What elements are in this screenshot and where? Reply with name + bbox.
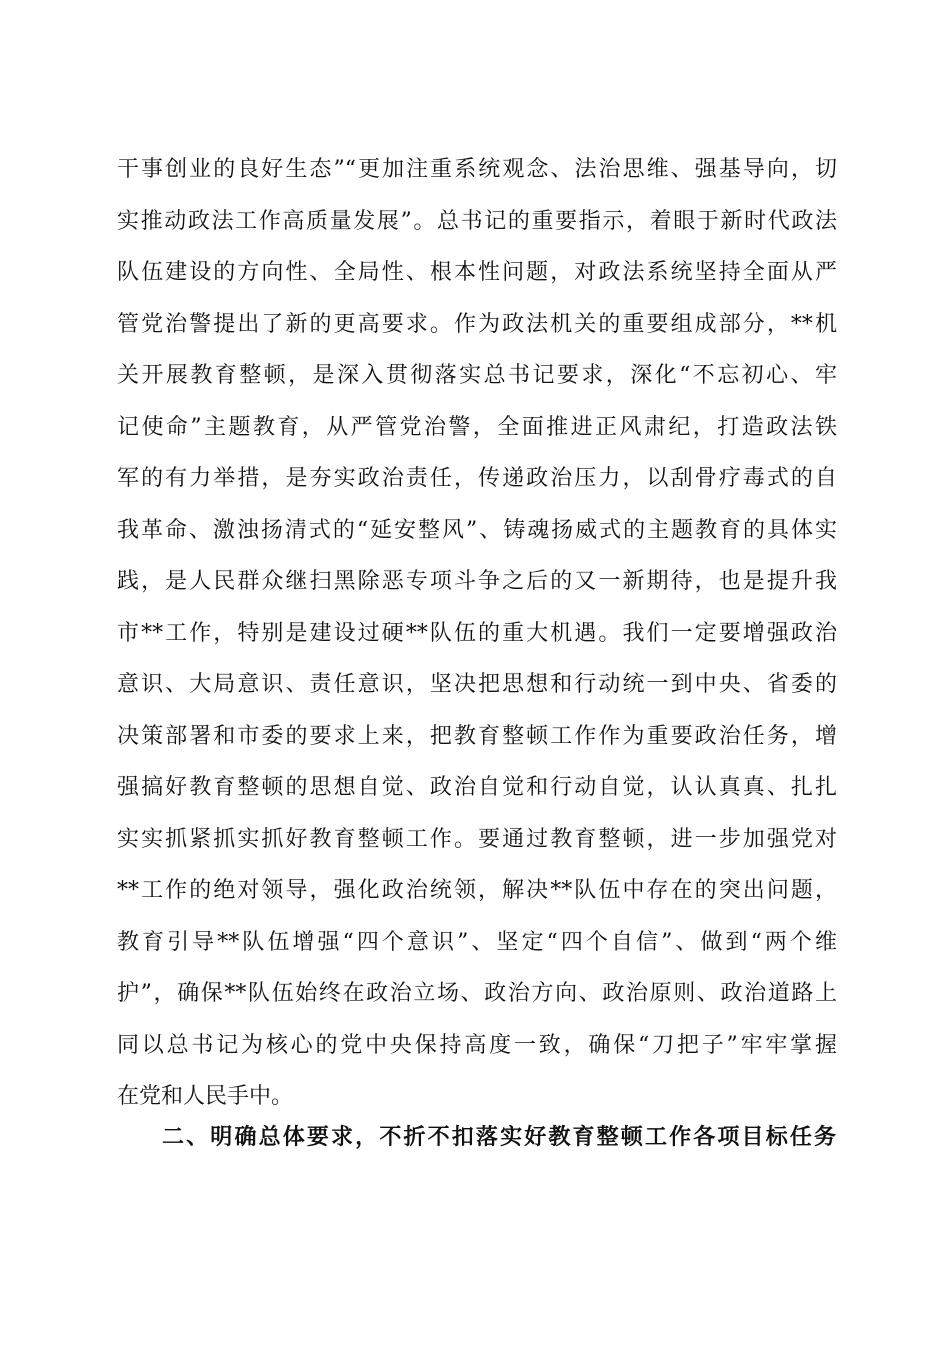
body-line: 管党治警提出了新的更高要求。作为政法机关的重要组成部分，**机: [117, 311, 837, 337]
body-line: 市**工作，特别是建设过硬**队伍的重大机遇。我们一定要增强政治: [117, 620, 837, 646]
body-line: 强搞好教育整顿的思想自觉、政治自觉和行动自觉，认认真真、扎扎: [117, 775, 837, 800]
body-line: 教育引导**队伍增强“四个意识”、坚定“四个自信”、做到“两个维: [117, 929, 837, 955]
body-paragraph: [117, 150, 837, 1129]
body-line: 记使命”主题教育，从严管党治警，全面推进正风肃纪，打造政法铁: [117, 414, 837, 440]
body-line: 实实抓紧抓实抓好教育整顿工作。要通过教育整顿，进一步加强党对: [117, 826, 837, 852]
body-line: 同以总书记为核心的党中央保持高度一致，确保“刀把子”牢牢掌握: [117, 1032, 837, 1058]
body-line: 决策部署和市委的要求上来，把教育整顿工作作为重要政治任务，增: [117, 723, 837, 749]
body-line: 关开展教育整顿，是深入贯彻落实总书记要求，深化“不忘初心、牢: [117, 363, 837, 388]
body-line: 意识、大局意识、责任意识，坚决把思想和行动统一到中央、省委的: [117, 672, 837, 697]
section-heading: 二、明确总体要求，不折不扣落实好教育整顿工作各项目标任务: [162, 1125, 836, 1150]
body-line: 实推动政法工作高质量发展”。总书记的重要指示，着眼于新时代政法: [117, 208, 837, 234]
body-line: 护”，确保**队伍始终在政治立场、政治方向、政治原则、政治道路上: [117, 981, 837, 1006]
body-line: 军的有力举措，是夯实政治责任，传递政治压力，以刮骨疗毒式的自: [117, 466, 837, 491]
body-line: 队伍建设的方向性、全局性、根本性问题，对政法系统坚持全面从严: [117, 260, 837, 285]
body-line: 干事创业的良好生态”“更加注重系统观念、法治思维、强基导向，切: [117, 157, 837, 182]
body-line: 我革命、激浊扬清式的“延安整风”、铸魂扬威式的主题教育的具体实: [117, 517, 837, 543]
body-line-last: 在党和人民手中。: [117, 1084, 294, 1109]
body-line: 践，是人民群众继扫黑除恶专项斗争之后的又一新期待，也是提升我: [117, 569, 837, 594]
body-line: **工作的绝对领导，强化政治统领，解决**队伍中存在的突出问题，: [117, 878, 837, 903]
